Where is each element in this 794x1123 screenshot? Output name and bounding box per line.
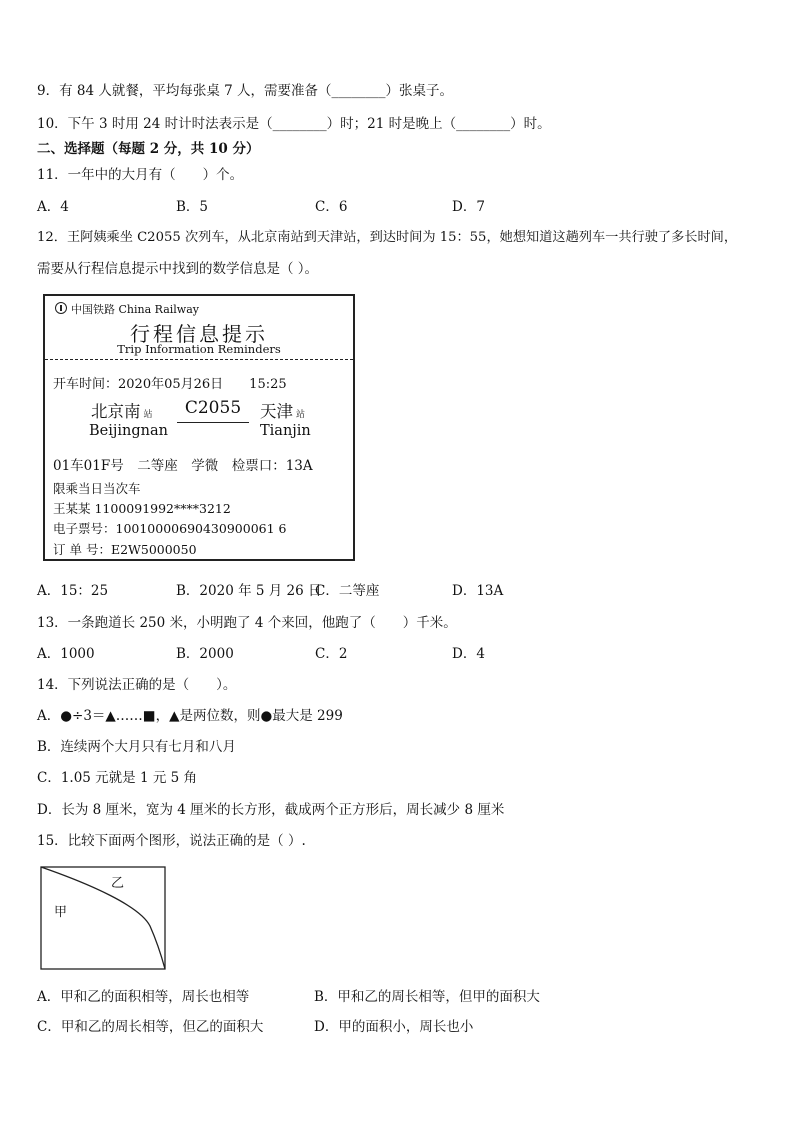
option-a: A．4 xyxy=(37,199,69,215)
option-d: D．7 xyxy=(452,199,485,215)
section-2-heading: 二、选择题（每题 2 分，共 10 分） xyxy=(37,141,260,157)
question-11: 11．一年中的大月有（ ）个。 xyxy=(37,167,244,183)
ticket-train-number: C2055 xyxy=(184,398,242,418)
option-c: C．6 xyxy=(315,199,348,215)
question-14-option-b: B．连续两个大月只有七月和八月 xyxy=(37,739,236,755)
ticket-passenger: 王某某 1100091992****3212 xyxy=(53,501,231,516)
option-a: A．1000 xyxy=(37,646,95,662)
question-14-option-a: A．●÷3＝▲……■，▲是两位数，则●最大是 299 xyxy=(37,708,343,724)
question-15: 15．比较下面两个图形，说法正确的是（ ）. xyxy=(37,833,306,849)
china-railway-logo-icon xyxy=(55,302,67,314)
ticket-title-cn: 行程信息提示 xyxy=(130,322,268,346)
option-b: B．5 xyxy=(176,199,209,215)
shapes-figure xyxy=(40,866,167,970)
ticket-departure: 开车时间：2020年05月26日 15:25 xyxy=(53,377,287,392)
question-14-option-c: C．1.05 元就是 1 元 5 角 xyxy=(37,770,198,786)
ticket-seat: 01车01F号 二等座 学微 检票口：13A xyxy=(53,458,313,474)
trip-info-ticket xyxy=(43,294,355,561)
question-12-line-2: 需要从行程信息提示中找到的数学信息是（ ）。 xyxy=(37,261,319,277)
question-12-line-1: 12．王阿姨乘坐 C2055 次列车，从北京南站到天津站，到达时间为 15：55，她想知道这趟列车一共行驶了多长时间， xyxy=(37,230,738,245)
ticket-eticket-number: 电子票号：10010000690430900061 6 xyxy=(53,521,287,536)
ticket-to-en: Tianjin xyxy=(260,423,311,439)
option-b: B．甲和乙的周长相等，但甲的面积大 xyxy=(314,989,540,1005)
question-9: 9．有 84 人就餐，平均每张桌 7 人，需要准备（________）张桌子。 xyxy=(37,83,454,99)
option-b: B．2020 年 5 月 26 日 xyxy=(176,583,322,599)
ticket-to-station: 天津 站 xyxy=(260,402,306,421)
option-c: C．二等座 xyxy=(315,583,380,599)
label-jia: 甲 xyxy=(54,905,68,920)
question-14: 14．下列说法正确的是（ ）。 xyxy=(37,677,237,693)
option-c: C．2 xyxy=(315,646,348,662)
ticket-title-en: Trip Information Reminders xyxy=(117,342,281,356)
ticket-divider xyxy=(45,359,353,360)
ticket-from-en: Beijingnan xyxy=(89,423,168,439)
option-a: A．15：25 xyxy=(37,583,109,599)
option-d: D．4 xyxy=(452,646,485,662)
train-arrow-line xyxy=(177,422,249,423)
question-10: 10．下午 3 时用 24 时计时法表示是（________）时；21 时是晚上（________）时。 xyxy=(37,116,551,132)
ticket-order-number: 订 单 号：E2W5000050 xyxy=(53,542,197,557)
question-13: 13．一条跑道长 250 米，小明跑了 4 个来回，他跑了（ ）千米。 xyxy=(37,615,457,631)
option-c: C．甲和乙的周长相等，但乙的面积大 xyxy=(37,1019,264,1035)
ticket-from-station: 北京南 站 xyxy=(91,402,153,421)
ticket-logo: 中国铁路 China Railway xyxy=(55,301,199,317)
label-yi: 乙 xyxy=(111,876,125,891)
ticket-note: 限乘当日当次车 xyxy=(53,481,141,496)
option-a: A．甲和乙的面积相等，周长也相等 xyxy=(37,989,250,1005)
question-14-option-d: D．长为 8 厘米，宽为 4 厘米的长方形，截成两个正方形后，周长减少 8 厘米 xyxy=(37,802,505,818)
option-d: D．13A xyxy=(452,583,504,599)
option-b: B．2000 xyxy=(176,646,234,662)
option-d: D．甲的面积小，周长也小 xyxy=(314,1019,474,1035)
